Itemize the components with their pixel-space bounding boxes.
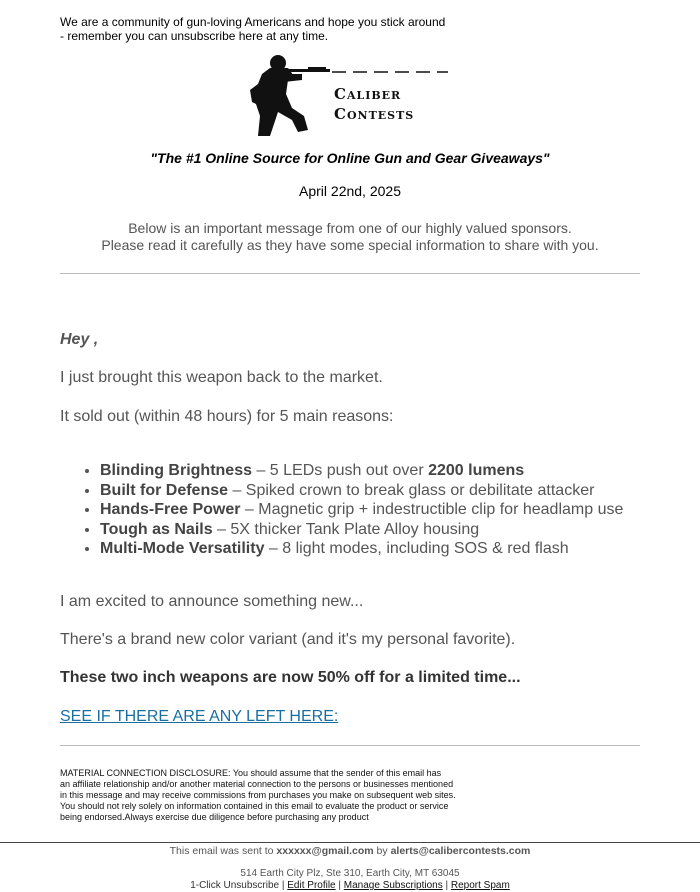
- caliber-contests-logo: [248, 54, 448, 138]
- footer-divider: [0, 842, 700, 843]
- list-item: • Built for Defense – Spiked crown to break glass or debilitate attacker: [100, 481, 700, 501]
- material-disclosure: [60, 768, 510, 823]
- greeting: Hey ,: [60, 331, 99, 348]
- paragraph-5: These two inch weapons are now 50% off for a limited time...: [60, 669, 521, 686]
- divider: [60, 273, 640, 274]
- manage-subscriptions-link[interactable]: Manage Subscriptions: [343, 880, 443, 891]
- logo-wordmark: [334, 84, 414, 124]
- unsubscribe-label: 1-Click Unsubscribe: [190, 880, 280, 891]
- sender-email: alerts@calibercontests.com: [390, 845, 531, 857]
- intro-text: [60, 15, 445, 43]
- footer-sent-line: This email was sent to xxxxxx@gmail.com by alerts@calibercontests.com: [169, 845, 531, 857]
- list-item: • Tough as Nails – 5X thicker Tank Plate Alloy housing: [100, 520, 700, 540]
- intro-line-2: - remember you can unsubscribe here at any time.: [60, 29, 329, 43]
- list-item: • Hands-Free Power – Magnetic grip + indestructible clip for headlamp use: [100, 500, 700, 520]
- logo-line-2: Contests: [334, 105, 415, 123]
- disclosure-line: MATERIAL CONNECTION DISCLOSURE: You should assume that the sender of this email has: [60, 768, 442, 778]
- list-item: • Multi-Mode Versatility – 8 light modes, including SOS & red flash: [100, 539, 700, 559]
- intro-line-1: We are a community of gun-loving Americans and hope you stick around: [60, 15, 446, 29]
- list-item: • Blinding Brightness – 5 LEDs push out over 2200 lumens: [100, 461, 700, 481]
- edit-profile-link[interactable]: Edit Profile: [287, 880, 336, 891]
- paragraph-3: I am excited to announce something new...: [60, 593, 364, 610]
- sponsor-notice: [0, 220, 700, 254]
- disclosure-line: an affiliate relationship and/or another material connection to the persons or businesses mentioned: [60, 779, 454, 789]
- paragraph-1: I just brought this weapon back to the market.: [60, 369, 383, 386]
- footer-links: 1-Click Unsubscribe | Edit Profile | Manage Subscriptions | Report Spam: [190, 880, 510, 891]
- report-spam-link[interactable]: Report Spam: [450, 880, 510, 891]
- tagline: "The #1 Online Source for Online Gun and Gear Giveaways": [150, 150, 550, 166]
- paragraph-4: There's a brand new color variant (and it's my personal favorite).: [60, 631, 516, 648]
- logo-line-1: Caliber: [334, 85, 402, 103]
- footer-address: 514 Earth City Plz, Ste 310, Earth City, MT 63045: [240, 868, 460, 879]
- disclosure-line: in this message and may receive commissions from purchases you make on subsequent web sites.: [60, 790, 456, 800]
- sponsor-line-1: Below is an important message from one of our highly valued sponsors.: [128, 220, 572, 236]
- disclosure-line: You should not rely solely on information contained in this email to evaluate the product or service: [60, 801, 449, 811]
- cta-link[interactable]: SEE IF THERE ARE ANY LEFT HERE:: [60, 708, 339, 725]
- recipient-email: xxxxxx@gmail.com: [276, 845, 374, 857]
- disclosure-line: being endorsed.Always exercise due diligence before purchasing any product: [60, 812, 369, 822]
- sponsor-line-2: Please read it carefully as they have some special information to share with you.: [101, 237, 599, 253]
- feature-list: [60, 461, 700, 559]
- paragraph-2: It sold out (within 48 hours) for 5 main reasons:: [60, 408, 394, 425]
- divider: [60, 745, 640, 746]
- issue-date: April 22nd, 2025: [299, 183, 401, 199]
